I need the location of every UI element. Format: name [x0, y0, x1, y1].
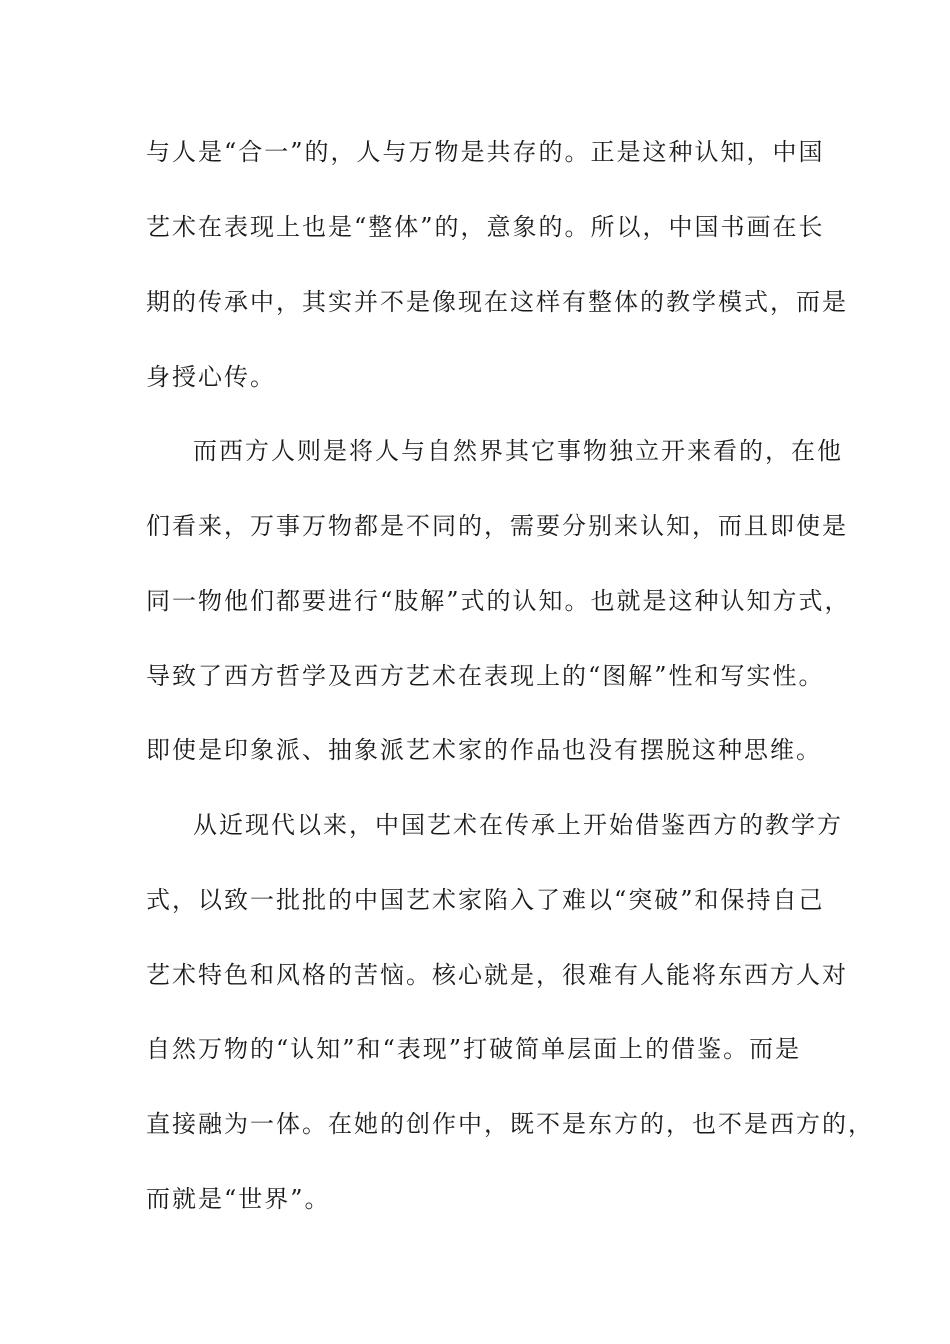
paragraph-3-line-2: 式，以致一批批的中国艺术家陷入了难以“突破”和保持自己 — [146, 886, 825, 914]
paragraph-3-line-4: 自然万物的“认知”和“表现”打破简单层面上的借鉴。而是 — [146, 1035, 802, 1063]
paragraph-2-line-1: 而西方人则是将人与自然界其它事物独立开来看的，在他 — [193, 437, 843, 465]
paragraph-1-line-3: 期的传承中，其实并不是像现在这样有整体的教学模式，而是 — [146, 288, 848, 316]
paragraph-2-line-4: 导致了西方哲学及西方艺术在表现上的“图解”性和写实性。 — [146, 662, 825, 690]
paragraph-1-line-2: 艺术在表现上也是“整体”的，意象的。所以，中国书画在长 — [146, 213, 825, 241]
paragraph-1-line-4: 身授心传。 — [146, 363, 276, 391]
paragraph-2-line-5: 即使是印象派、抽象派艺术家的作品也没有摆脱这种思维。 — [146, 736, 822, 764]
paragraph-3-line-6: 而就是“世界”。 — [146, 1185, 331, 1213]
paragraph-3-line-3: 艺术特色和风格的苦恼。核心就是，很难有人能将东西方人对 — [146, 961, 848, 989]
paragraph-3-line-1: 从近现代以来，中国艺术在传承上开始借鉴西方的教学方 — [193, 811, 843, 839]
paragraph-2-line-2: 们看来，万事万物都是不同的，需要分别来认知，而且即使是 — [146, 512, 848, 540]
paragraph-3-line-5: 直接融为一体。在她的创作中，既不是东方的，也不是西方的， — [146, 1110, 874, 1138]
paragraph-1-line-1: 与人是“合一”的，人与万物是共存的。正是这种认知，中国 — [146, 138, 825, 166]
paragraph-2-line-3: 同一物他们都要进行“肢解”式的认知。也就是这种认知方式， — [146, 587, 851, 615]
